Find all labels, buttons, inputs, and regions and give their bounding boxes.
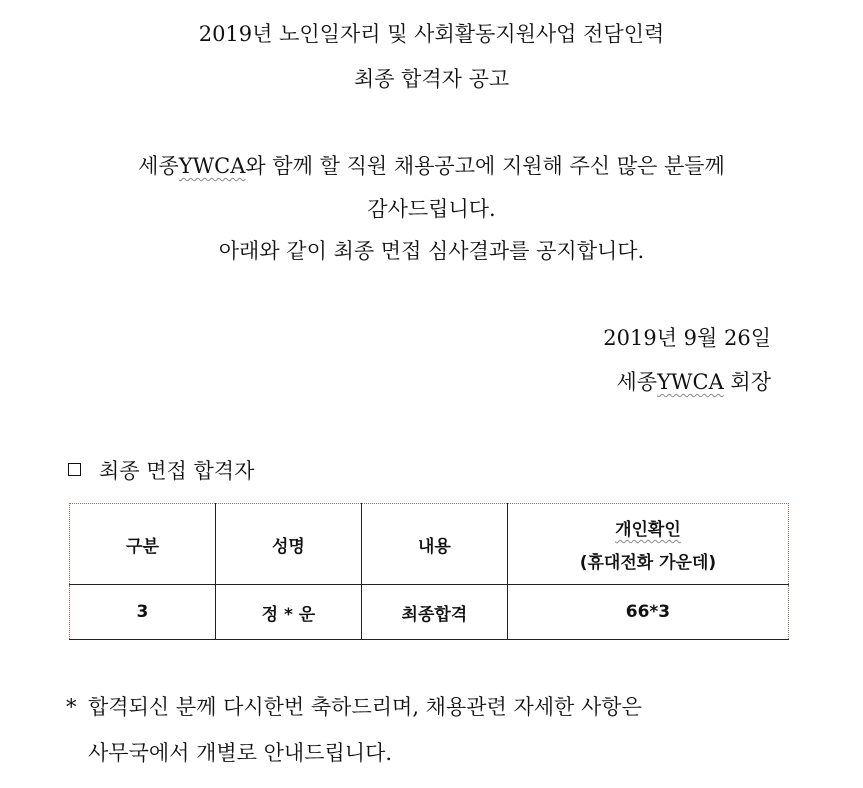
notice-signatory [616, 366, 771, 396]
section-heading-text: 최종 면접 합격자 [99, 459, 255, 483]
results-table [69, 503, 789, 640]
notice-title-line2: 최종 합격자 공고 [353, 67, 510, 91]
notice-title-line1: 2019년 노인일자리 및 사회활동지원사업 전담인력 [198, 22, 665, 46]
intro-line3: 아래와 같이 최종 면접 심사결과를 공지합니다. [218, 239, 645, 263]
intro-line1-rest: 와 함께 할 직원 채용공고에 지원해 주신 많은 분들께 [245, 154, 725, 178]
header-identity-subtitle: (휴대전화 가운데) [579, 553, 717, 573]
header-result: 내용 [361, 504, 507, 585]
cell-result: 최종합격 [361, 585, 507, 640]
header-identity-label: 개인확인 [615, 520, 681, 540]
signatory-org-name: YWCA [657, 370, 724, 394]
note-line2: 사무국에서 개별로 안내드립니다. [88, 741, 393, 765]
intro-line1 [0, 150, 863, 180]
header-name: 성명 [215, 504, 361, 585]
intro-org-name: YWCA [178, 154, 246, 178]
signatory-prefix: 세종 [616, 370, 658, 394]
section-heading [68, 455, 254, 485]
asterisk-bullet: * [66, 695, 77, 719]
signatory-title: 회장 [723, 370, 771, 394]
intro-line1-prefix: 세종 [138, 154, 179, 178]
header-identity-check [507, 504, 788, 585]
closing-note [66, 684, 642, 776]
cell-name: 정 * 운 [215, 585, 361, 640]
square-bullet-icon [68, 463, 81, 476]
notice-date: 2019년 9월 26일 [603, 326, 771, 350]
note-line1 [66, 684, 642, 730]
header-category: 구분 [70, 504, 216, 585]
table-row [70, 585, 789, 640]
note-line1-text: 합격되신 분께 다시한번 축하드리며, 채용관련 자세한 사항은 [88, 695, 642, 719]
intro-line2: 감사드립니다. [367, 197, 496, 221]
cell-phone-middle: 66*3 [507, 585, 788, 640]
table-header-row [70, 504, 789, 585]
cell-category: 3 [70, 585, 216, 640]
